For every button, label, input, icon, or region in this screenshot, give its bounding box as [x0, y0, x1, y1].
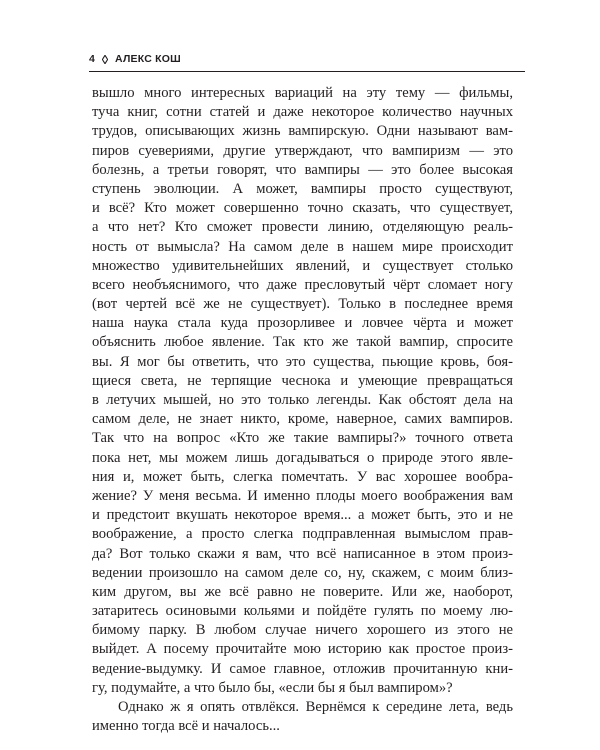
text-line: ния и, может быть, слегка помечтать. У вас хорошее вообра-: [92, 468, 513, 485]
text-line: воображение, а просто слегка подправленная вымыслом прав-: [92, 526, 513, 543]
text-line: ступень эволюции. А может, вампиры просто существуют,: [92, 180, 513, 197]
text-line: болезнь, а третьи говорят, что вампиры — это более высокая: [92, 161, 513, 178]
text-line: в летучих мышей, но это только легенды. Как обстоят дела на: [92, 392, 513, 408]
text-line: множество удивительнейших явлений, и существует столько: [92, 257, 513, 274]
lozenge-ornament-icon: [102, 55, 108, 64]
text-line: и предстоит вкушать некоторое время... а может быть, это и не: [92, 507, 513, 524]
text-line: наша наука стала куда прозорливее и ловчее чёрта и может: [92, 315, 513, 332]
text-line: трудов, описывающих жизнь вампирскую. Одни называют вам-: [92, 123, 513, 140]
text-line: Однако ж я опять отвлёкся. Вернёмся к середине лета, ведь: [118, 699, 513, 715]
text-line: а что нет? Кто сможет провести линию, отделяющую реаль-: [92, 219, 513, 236]
text-line: выйдет. А посему прочитайте мою историю как простое произ-: [92, 641, 513, 658]
text-line: пока нет, мы можем лишь догадываться о природе этого явле-: [92, 449, 513, 466]
text-line: ведение-выдумку. И самое главное, отложив прочитанную кни-: [92, 660, 513, 677]
text-line: всего необъяснимого, что даже пресловутый чёрт сломает ногу: [92, 276, 513, 293]
page-number: 4: [89, 53, 96, 65]
text-line: и всё? Кто может совершенно точно сказать, что существует,: [92, 200, 513, 217]
text-line: да? Вот только скажи я вам, что всё написанное в этом произ-: [92, 545, 513, 562]
text-line: гу, подумайте, а что было бы, «если бы я был вампиром»?: [92, 679, 453, 696]
text-line: ведении произошло на самом деле со, ну, скажем, с моим близ-: [92, 564, 513, 581]
text-line: ность от вымысла? На самом деле в нашем мире происходит: [92, 238, 513, 255]
text-line: Так что на вопрос «Кто же такие вампиры?» точного ответа: [92, 430, 513, 447]
text-line: жение? У меня весьма. И именно плоды моего воображения вам: [92, 487, 513, 504]
text-line: именно тогда всё и началось...: [92, 718, 280, 735]
text-line: вышло много интересных вариаций на эту тему — фильмы,: [92, 85, 513, 101]
text-line: щиеся света, не терпящие чеснока и умеющие превращаться: [92, 372, 513, 389]
text-line: (вот чертей всё же не существует). Только в последнее время: [92, 296, 513, 313]
text-line: туча книг, сотни статей и даже некоторое количество научных: [92, 104, 513, 121]
body-text: [92, 84, 513, 736]
text-line: самом деле, не знает никто, кроме, наверное, самих вампиров.: [92, 411, 513, 428]
header-rule: [89, 71, 525, 72]
text-line: пиров суевериями, другие утверждают, что вампиризм — это: [92, 142, 513, 159]
text-line: бимому парку. В любом случае ничего хорошего из этого не: [92, 622, 513, 639]
text-line: вы. Я мог бы ответить, что это существа, пьющие кровь, боя-: [92, 353, 513, 370]
text-line: ким другом, вы же всё равно не поверите. Или же, наоборот,: [92, 583, 513, 600]
running-head: [89, 52, 181, 66]
author-name: АЛЕКС КОШ: [115, 53, 181, 65]
text-line: объяснить любое явление. Так кто же такой вампир, спросите: [92, 334, 513, 351]
text-line: затаритесь осиновыми кольями и пойдёте гулять по моему лю-: [92, 603, 513, 620]
